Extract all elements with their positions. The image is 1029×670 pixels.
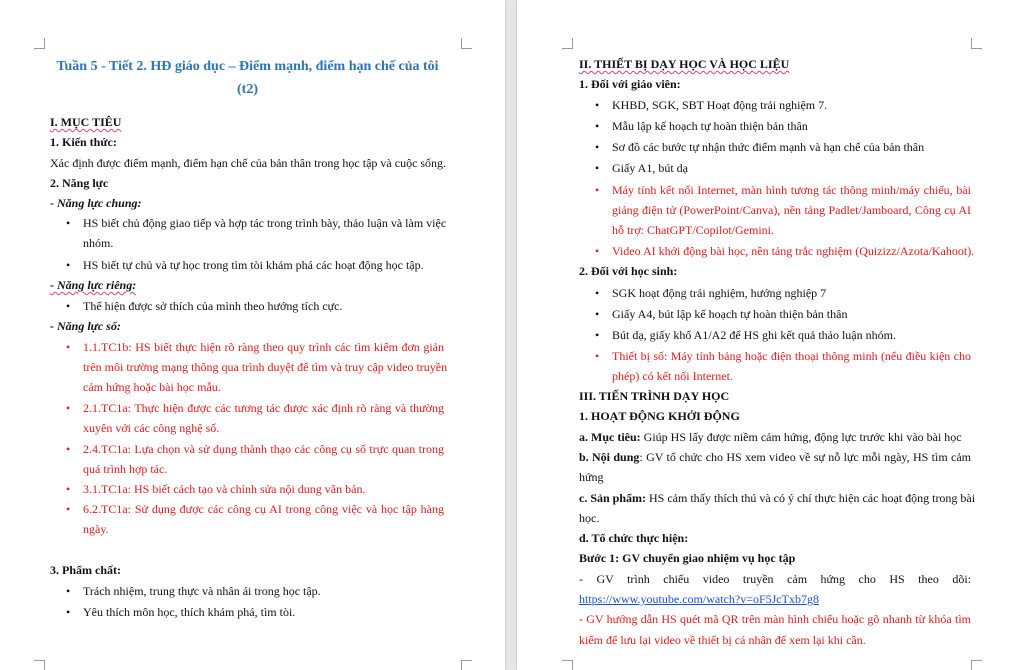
bullet-dot: • xyxy=(595,307,600,321)
document-page-right xyxy=(517,0,1029,670)
bullet-dot: • xyxy=(66,442,71,456)
step-text: kiếm để lưu lại video về thiết bị cá nhân để xem lại khi cần. xyxy=(579,633,866,647)
list-item: 1.1.TC1b: HS biết thực hiện rõ ràng theo quy trình các tìm kiếm đơn giản xyxy=(83,340,444,354)
crop-mark xyxy=(562,660,573,670)
list-item: KHBD, SGK, SBT Hoạt động trải nghiệm 7. xyxy=(612,98,828,112)
bullet-dot: • xyxy=(595,161,600,175)
general-competence-heading: - Năng lực chung: xyxy=(50,196,142,210)
list-item: HS biết chủ động giao tiếp và hợp tác trong trình bày, thảo luận và làm việc xyxy=(83,216,447,230)
list-item: Video AI khởi động bài học, nền tảng trắc nghiệm (Quizizz/Azota/Kahoot). xyxy=(612,244,975,258)
bullet-dot: • xyxy=(595,244,600,258)
list-item: Giấy A1, bút dạ xyxy=(612,161,688,175)
step-heading: Bước 1: GV chuyển giao nhiệm vụ học tập xyxy=(579,551,796,565)
list-item: Yêu thích môn học, thích khám phá, tìm tòi. xyxy=(83,605,296,619)
list-item: 2.4.TC1a: Lựa chọn và sử dụng thành thạo các công cụ số trực quan trong xyxy=(83,442,444,456)
crop-mark xyxy=(562,38,573,49)
step-text: - GV trình chiếu video truyền cảm hứng cho HS theo dõi: xyxy=(579,572,971,586)
knowledge-text: Xác định được điểm mạnh, điểm hạn chế của bản thân trong học tập và cuộc sống. xyxy=(50,156,447,170)
crop-mark xyxy=(971,38,982,49)
bullet-dot: • xyxy=(595,140,600,154)
crop-mark xyxy=(461,38,472,49)
bullet-dot: • xyxy=(595,183,600,197)
lesson-title-part: (t2) xyxy=(237,82,258,97)
bullet-dot: • xyxy=(66,605,71,619)
list-item: 6.2.TC1a: Sử dụng được các công cụ AI trong công việc và học tập hàng xyxy=(83,502,444,516)
list-item: cảm hứng hoặc bài học mẫu. xyxy=(83,380,221,394)
bullet-dot: • xyxy=(66,299,71,313)
bullet-dot: • xyxy=(66,258,71,272)
crop-mark xyxy=(461,660,472,670)
section-heading-process: III. TIẾN TRÌNH DẠY HỌC xyxy=(579,389,730,403)
activity-heading: 1. HOẠT ĐỘNG KHỞI ĐỘNG xyxy=(579,409,740,423)
list-item: phép) có kết nối Internet. xyxy=(612,369,733,383)
list-item: hỗ trợ: ChatGPT/Copilot/Gemini. xyxy=(612,223,775,237)
product-line: học. xyxy=(579,511,600,525)
list-item: Mẫu lập kế hoạch tự hoàn thiện bản thân xyxy=(612,119,808,133)
list-item: Giấy A4, bút lập kế hoạch tự hoàn thiện bản thân xyxy=(612,307,848,321)
competence-heading: 2. Năng lực xyxy=(50,176,109,190)
list-item: SGK hoạt động trải nghiệm, hướng nghiệp 7 xyxy=(612,286,827,300)
list-item: Bút dạ, giấy khổ A1/A2 để HS ghi kết quả thảo luận nhóm. xyxy=(612,328,896,342)
section-heading-equipment: II. THIẾT BỊ DẠY HỌC VÀ HỌC LIỆU xyxy=(579,57,790,71)
digital-competence-heading: - Năng lực số: xyxy=(50,319,121,333)
list-item: Trách nhiệm, trung thực và nhân ái trong học tập. xyxy=(83,584,321,598)
document-page-left xyxy=(0,0,505,670)
list-item: Thể hiện được sở thích của mình theo hướng tích cực. xyxy=(83,299,343,313)
bullet-dot: • xyxy=(66,482,71,496)
bullet-dot: • xyxy=(66,340,71,354)
list-item: trên môi trường mạng thông qua trình duyệt để tìm và truy cập video truyền xyxy=(83,360,448,374)
crop-mark xyxy=(34,660,45,670)
bullet-dot: • xyxy=(595,98,600,112)
bullet-dot: • xyxy=(595,328,600,342)
specific-competence-heading: - Năng lực riêng: xyxy=(50,278,137,292)
teacher-heading: 1. Đối với giáo viên: xyxy=(579,77,681,91)
list-item: quá trình hợp tác. xyxy=(83,462,168,476)
bullet-dot: • xyxy=(595,119,600,133)
bullet-dot: • xyxy=(66,584,71,598)
list-item: Sơ đồ các bước tự nhận thức điểm mạnh và hạn chế của bản thân xyxy=(612,140,925,154)
list-item: giảng điện tử (PowerPoint/Canva), nền tảng Padlet/Jamboard, Công cụ AI xyxy=(612,203,971,217)
content-line: hứng xyxy=(579,470,604,484)
knowledge-heading: 1. Kiến thức: xyxy=(50,135,117,149)
bullet-dot: • xyxy=(595,286,600,300)
crop-mark xyxy=(971,660,982,670)
crop-mark xyxy=(34,38,45,49)
lesson-title: Tuần 5 - Tiết 2. HĐ giáo dục – Điểm mạnh, điểm hạn chế của tôi xyxy=(56,59,439,74)
bullet-dot: • xyxy=(66,216,71,230)
bullet-dot: • xyxy=(66,401,71,415)
list-item: ngày. xyxy=(83,522,109,536)
bullet-dot: • xyxy=(66,502,71,516)
section-heading-objectives: I. MỤC TIÊU xyxy=(50,115,122,129)
student-heading: 2. Đối với học sinh: xyxy=(579,264,678,278)
product-line: c. Sản phẩm: HS cảm thấy thích thú và có ý chí thực hiện các hoạt động trong bài xyxy=(579,491,976,505)
qualities-heading: 3. Phẩm chất: xyxy=(50,563,121,577)
list-item: nhóm. xyxy=(83,236,114,250)
organization-heading: d. Tổ chức thực hiện: xyxy=(579,531,689,545)
list-item: 2.1.TC1a: Thực hiện được các tương tác được xác định rõ ràng và thường xyxy=(83,401,444,415)
list-item: HS biết tự chủ và tự học trong tìm tòi khám phá các hoạt động học tập. xyxy=(83,258,424,272)
step-text: - GV hướng dẫn HS quét mã QR trên màn hình chiếu hoặc gõ nhanh từ khóa tìm xyxy=(579,612,971,626)
objective-line: a. Mục tiêu: Giúp HS lấy được niềm cảm hứng, động lực trước khi vào bài học xyxy=(579,430,962,444)
list-item: Thiết bị số: Máy tính bảng hoặc điện thoại thông minh (nếu điều kiện cho xyxy=(612,349,971,363)
bullet-dot: • xyxy=(595,349,600,363)
content-line: b. Nội dung: GV tổ chức cho HS xem video về sự nỗ lực mỗi ngày, HS tìm cảm xyxy=(579,450,971,464)
list-item: 3.1.TC1a: HS biết cách tạo và chỉnh sửa nội dung văn bản. xyxy=(83,482,366,496)
youtube-link[interactable]: https://www.youtube.com/watch?v=oF5JcTxb7g8 xyxy=(579,592,819,606)
list-item: Máy tính kết nối Internet, màn hình tương tác thông minh/máy chiếu, bài xyxy=(612,183,971,197)
list-item: xuyên với các công nghệ số. xyxy=(83,421,220,435)
